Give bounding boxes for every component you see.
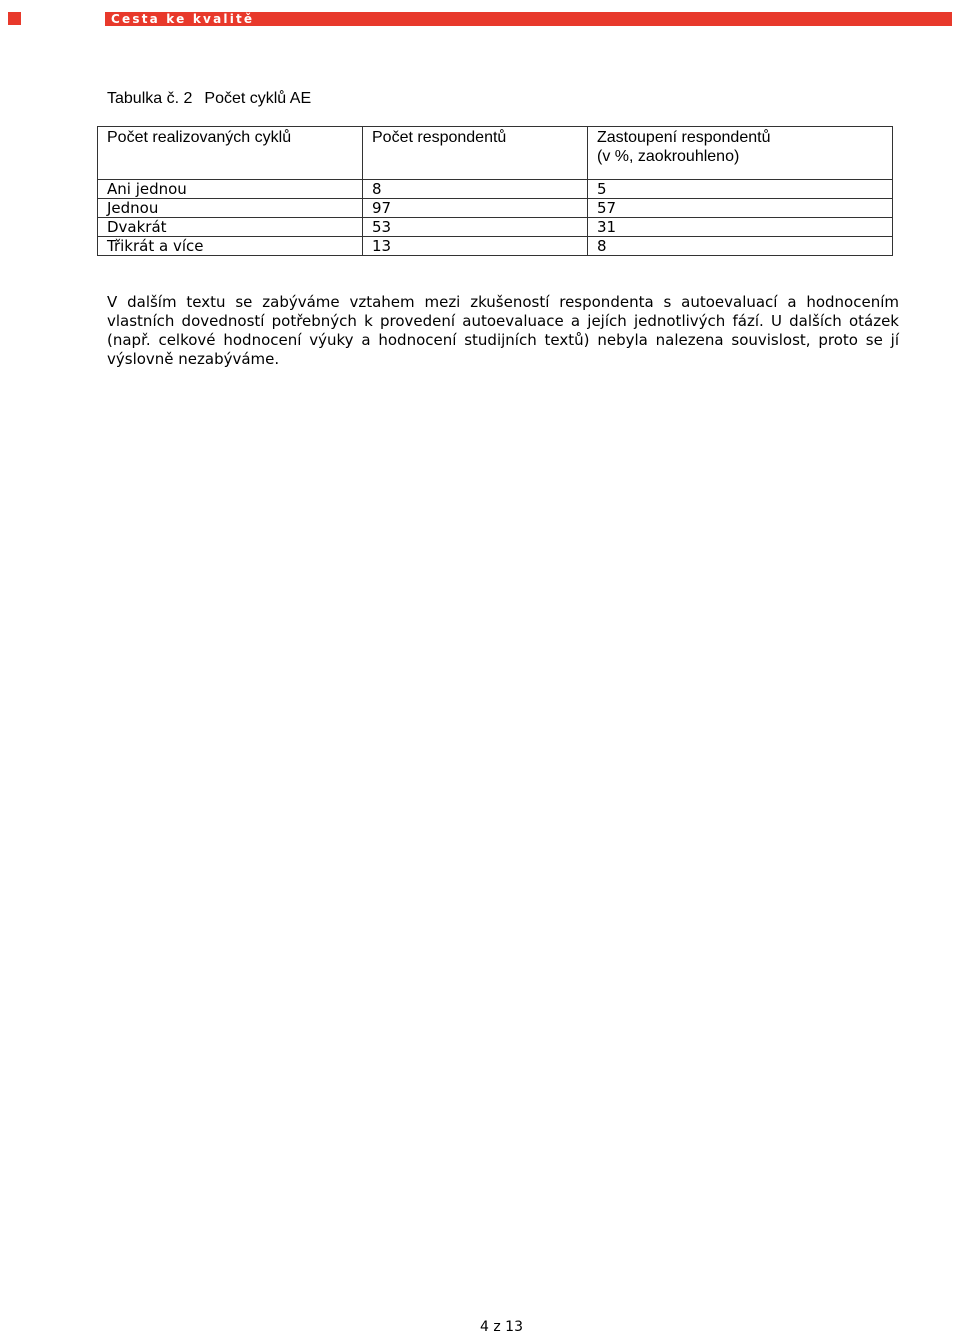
table-cell: Ani jednou [98, 180, 363, 199]
table-header-row [98, 127, 893, 180]
header-banner [105, 12, 952, 26]
table-caption-label: Tabulka č. 2 [107, 90, 193, 107]
table-cell: 31 [588, 218, 893, 237]
table-cell: Jednou [98, 199, 363, 218]
table-cell: 53 [363, 218, 588, 237]
body-paragraph: V dalším textu se zabýváme vztahem mezi zkušeností respondenta s autoevaluací a hodnocením vlastních dovedností potřebných k provedení autoevaluace a jejích jednotlivých fází. U dalších otázek (např. celkové hodnocení výuky a hodnocení studijních textů) nebyla nalezena souvislost, proto se jí výslovně nezabýváme. [107, 293, 899, 368]
table-row [98, 180, 893, 199]
cycles-table [97, 126, 893, 256]
table-cell: Dvakrát [98, 218, 363, 237]
header-cell-cycles: Počet realizovaných cyklů [98, 127, 363, 180]
table-cell: 8 [588, 237, 893, 256]
table-cell: 13 [363, 237, 588, 256]
table-row [98, 199, 893, 218]
page-number: 4 z 13 [480, 1319, 523, 1335]
table-cell: Třikrát a více [98, 237, 363, 256]
header-cell-share: Zastoupení respondentů (v %, zaokrouhleno) [588, 127, 893, 180]
header-logo-square [8, 12, 21, 25]
table-cell: 5 [588, 180, 893, 199]
header-cell-respondents: Počet respondentů [363, 127, 588, 180]
table-cell: 8 [363, 180, 588, 199]
table-caption [107, 89, 311, 108]
header-brand-text: Cesta ke kvalitě [111, 12, 255, 26]
table-caption-title: Počet cyklů AE [204, 90, 312, 107]
table-cell: 57 [588, 199, 893, 218]
table-row [98, 218, 893, 237]
table-cell: 97 [363, 199, 588, 218]
table-row [98, 237, 893, 256]
